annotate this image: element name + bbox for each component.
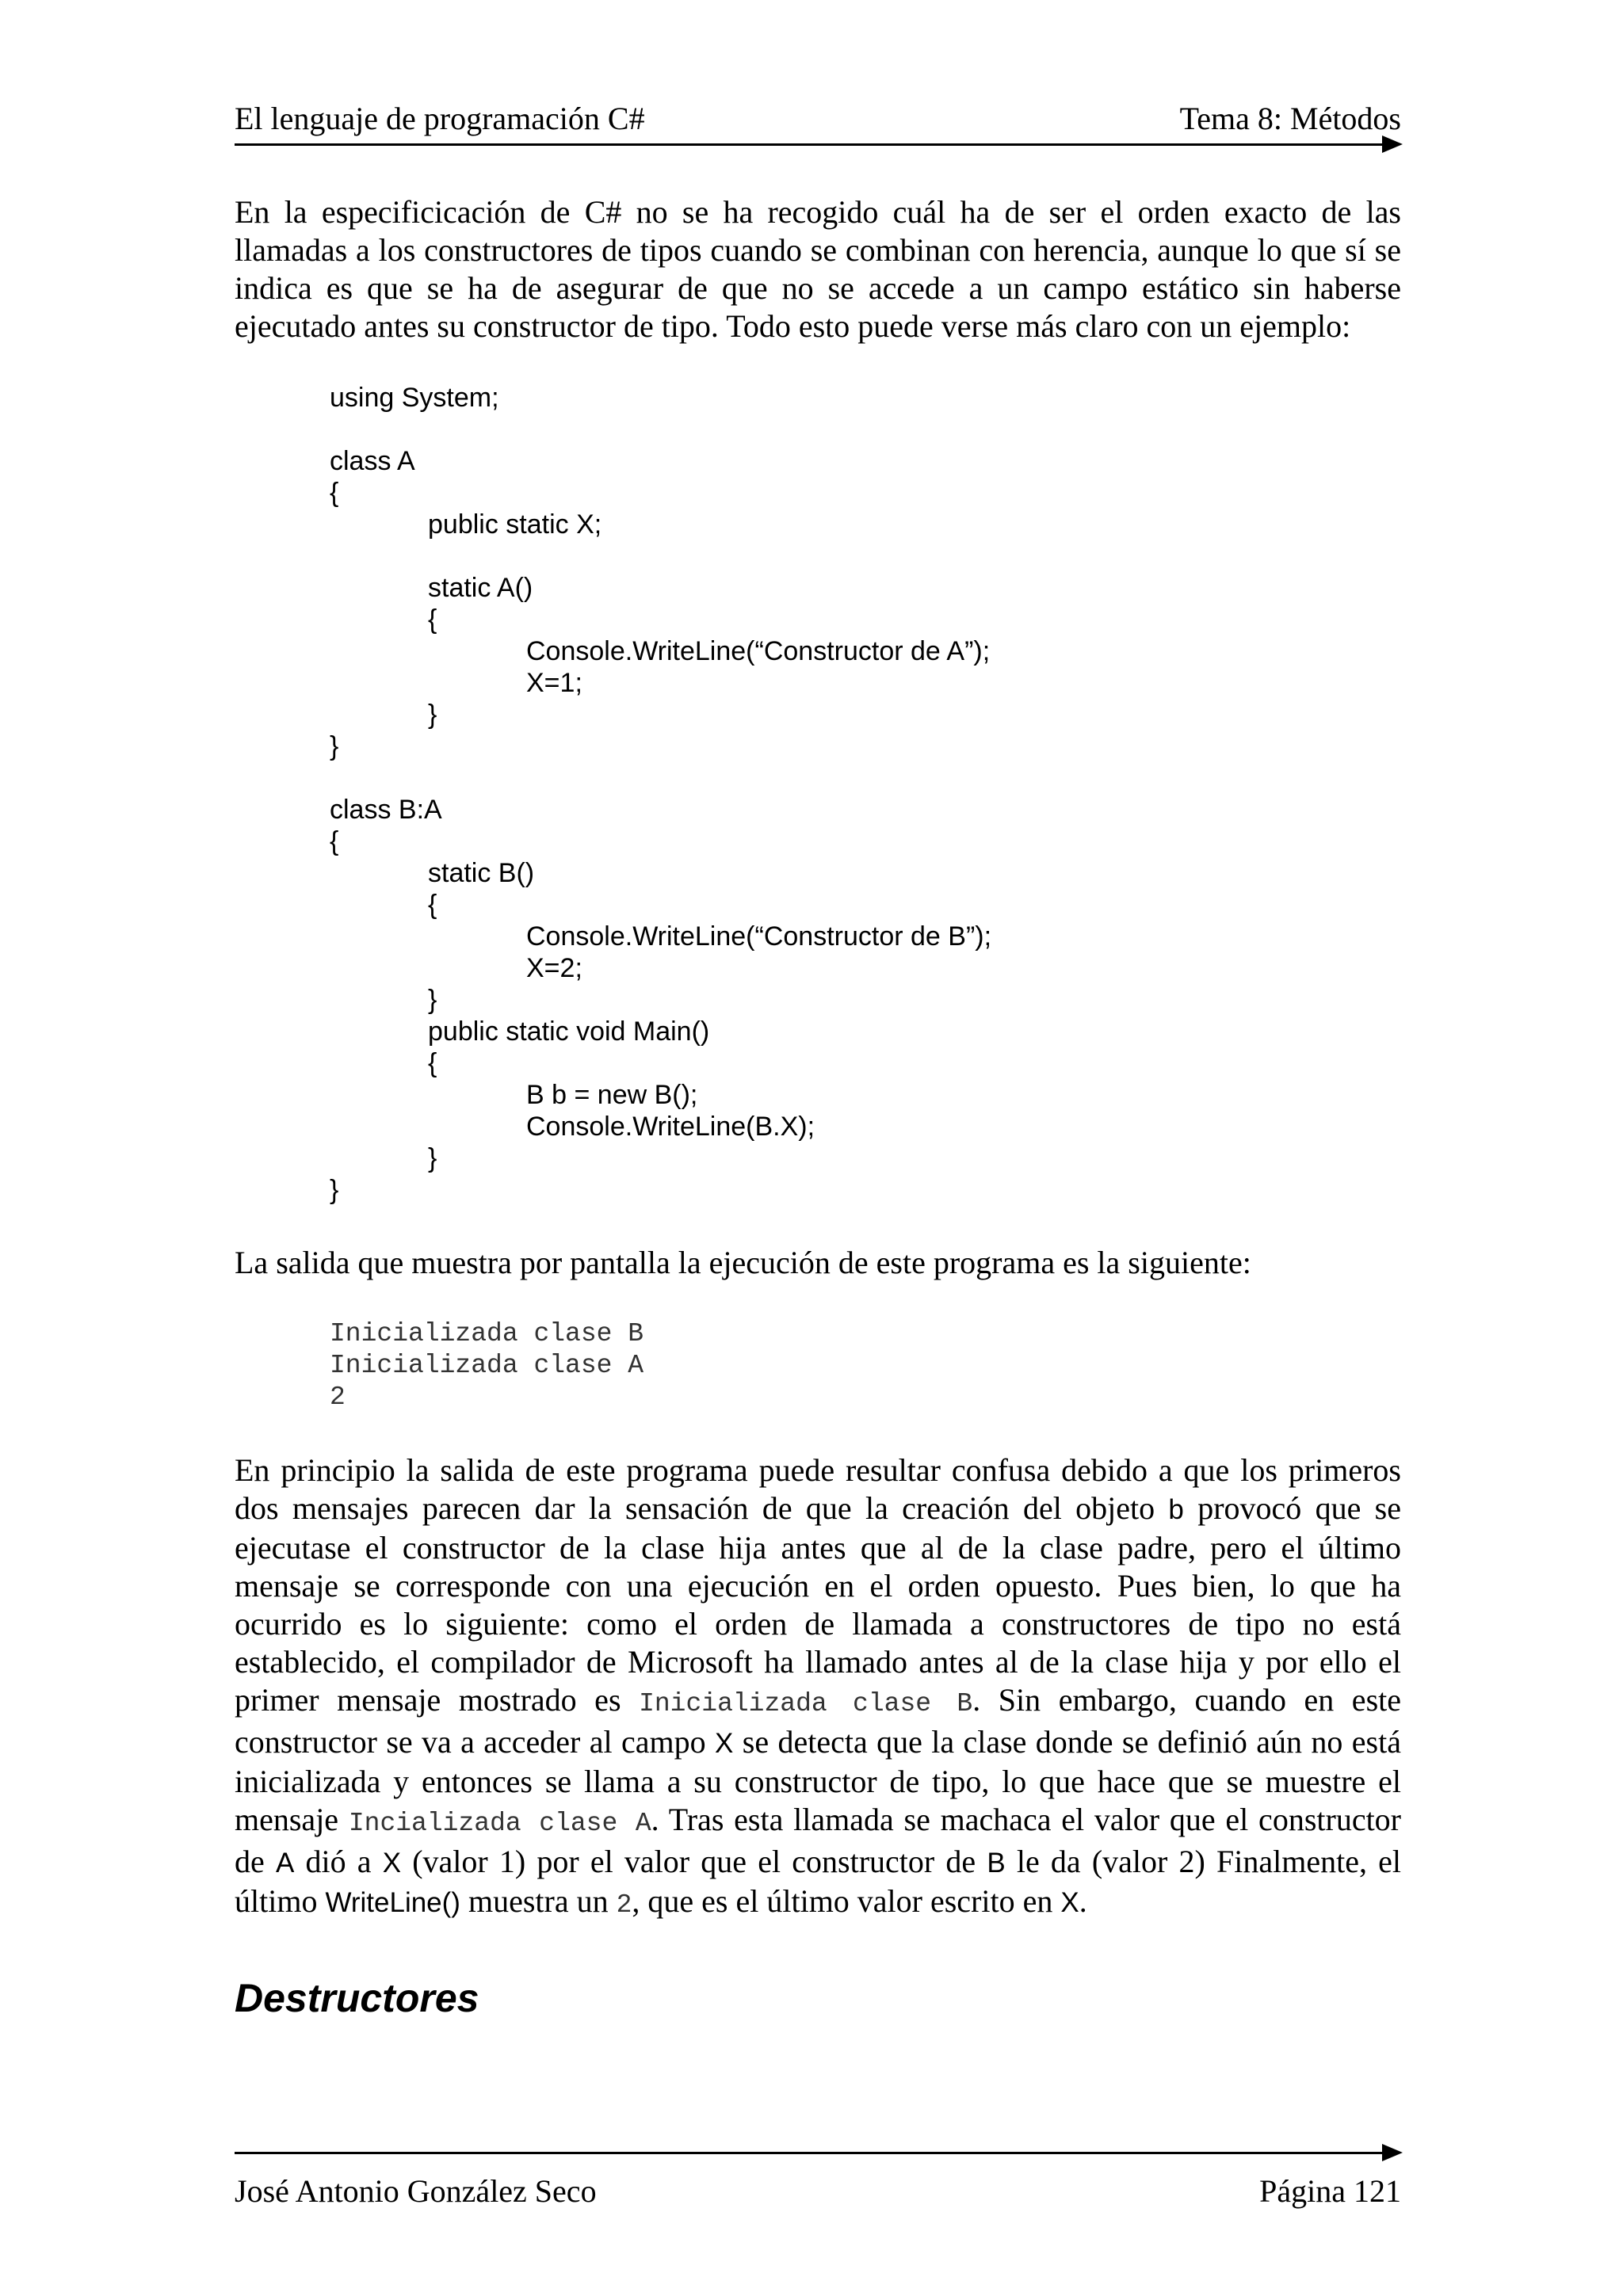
footer-arrow-icon	[1382, 2144, 1403, 2161]
explanation-text: muestra un	[460, 1883, 617, 1919]
code-line: {	[428, 890, 437, 920]
inline-code: X	[1060, 1887, 1079, 1918]
header-chapter-title: Tema 8: Métodos	[1179, 101, 1401, 136]
code-line: public static void Main()	[428, 1016, 710, 1047]
explanation-paragraph	[235, 1451, 1401, 1924]
footer-rule	[235, 2152, 1392, 2154]
page-header	[235, 95, 1401, 143]
code-line: using System;	[330, 383, 499, 413]
code-line: Console.WriteLine(“Constructor de A”);	[526, 636, 991, 666]
footer-author: José Antonio González Seco	[235, 2173, 597, 2209]
intro-paragraph: En la especificicación de C# no se ha recogido cuál ha de ser el orden exacto de las llamadas a los constructores de tipos cuando se combinan con herencia, aunque lo que sí se indica es que se ha de asegurar de que no se accede a un campo estático sin haberse ejecutado antes su constructor de tipo. Todo esto puede verse más claro con un ejemplo:	[235, 194, 1401, 344]
output-intro-paragraph: La salida que muestra por pantalla la ejecución de este programa es la siguiente:	[235, 1245, 1251, 1280]
explanation-text: provocó que se ejecutase el constructor de la clase hija antes que al de la clase padre, pero el último mensaje se corresponde con una ejecución en el orden opuesto. Pues bien, lo que ha ocurrido es lo siguiente: como el orden de llamada a constructores de tipo no está establecido, el compilador de Microsoft ha llamado antes al de la clase hija y por ello el primer mensaje mostrado es	[235, 1490, 1401, 1718]
output-line: Inicializada clase B	[330, 1319, 644, 1348]
footer-page-number: Página 121	[1259, 2173, 1401, 2209]
explanation-text: En principio la salida de este programa puede resultar confusa debido a que los primeros dos mensajes parecen dar la sensación de que la creación del objeto	[235, 1452, 1401, 1526]
inline-code: WriteLine()	[325, 1887, 460, 1918]
output-line: Inicializada clase A	[330, 1351, 644, 1380]
code-line: static B()	[428, 858, 535, 888]
code-line: }	[428, 985, 437, 1015]
explanation-text: .	[1079, 1883, 1087, 1919]
code-line: }	[428, 700, 437, 730]
code-line: {	[428, 605, 437, 635]
explanation-text: , que es el último valor escrito en	[632, 1883, 1061, 1919]
inline-code: X	[382, 1848, 402, 1878]
code-line: static A()	[428, 573, 533, 603]
header-book-title: El lenguaje de programación C#	[235, 101, 645, 136]
code-line: {	[330, 826, 339, 856]
explanation-text: . Tras esta llamada se machaca el valor que el constructor de	[235, 1802, 1402, 1879]
header-rule	[235, 143, 1392, 146]
code-line: {	[428, 1048, 437, 1078]
code-line: X=2;	[526, 953, 582, 983]
code-line: Console.WriteLine(“Constructor de B”);	[526, 921, 992, 952]
output-line: 2	[330, 1383, 346, 1412]
explanation-text: le da (valor 2) Finalmente, el último	[235, 1844, 1401, 1919]
code-line: }	[330, 731, 339, 761]
inline-code: 2	[616, 1890, 632, 1920]
explanation-text: . Sin embargo, cuando en este constructor se va a acceder al campo	[235, 1682, 1401, 1760]
code-line: }	[330, 1175, 339, 1205]
inline-code: Inicializada clase B	[639, 1689, 973, 1718]
header-arrow-icon	[1382, 135, 1403, 153]
code-line: Console.WriteLine(B.X);	[526, 1112, 815, 1142]
inline-code: Incializada clase A	[348, 1809, 651, 1838]
explanation-text: se detecta que la clase donde se definió aún no está inicializada y entonces se llama a su constructor de tipo, lo que hace que se muestre el mensaje	[235, 1724, 1401, 1837]
code-line: public static X;	[428, 509, 602, 540]
code-line: class B:A	[330, 795, 442, 825]
code-line: B b = new B();	[526, 1080, 698, 1110]
code-line: {	[330, 478, 339, 508]
inline-code: A	[275, 1848, 295, 1878]
section-heading: Destructores	[235, 1976, 479, 2020]
explanation-text: (valor 1) por el valor que el constructor de	[401, 1844, 987, 1879]
page-footer	[235, 2168, 1401, 2215]
inline-code: B	[987, 1848, 1006, 1878]
code-line: class A	[330, 446, 415, 476]
code-line: }	[428, 1143, 437, 1173]
code-line: X=1;	[526, 668, 582, 698]
inline-code: b	[1168, 1494, 1184, 1525]
inline-code: X	[715, 1728, 734, 1759]
explanation-text: dió a	[294, 1844, 383, 1879]
